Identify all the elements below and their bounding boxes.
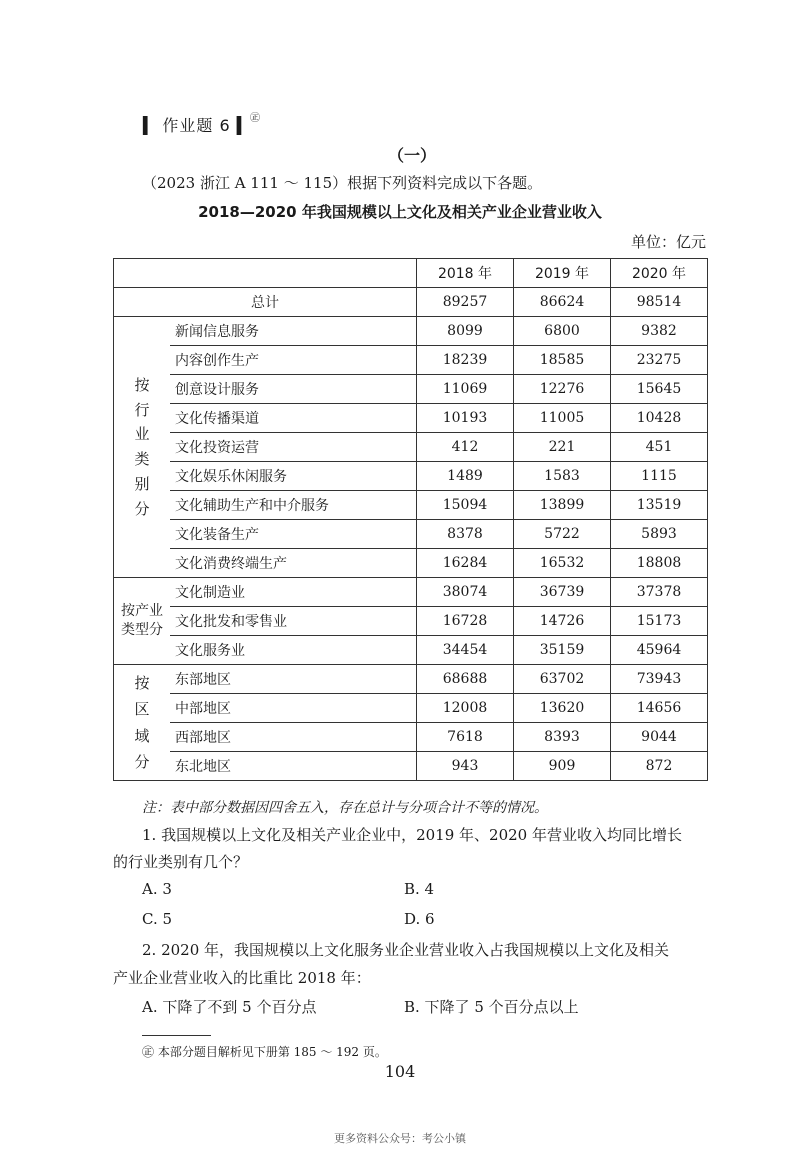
table-cell: 9382	[611, 317, 708, 346]
table-cell: 909	[514, 752, 611, 781]
table-row	[114, 665, 708, 694]
table-cell: 11005	[514, 404, 611, 433]
table-cell: 18239	[417, 346, 514, 375]
table-cell: 34454	[417, 636, 514, 665]
table-cell: 8393	[514, 723, 611, 752]
table-cell: 10428	[611, 404, 708, 433]
table-cell: 12276	[514, 375, 611, 404]
table-row	[114, 433, 708, 462]
table-row-total	[114, 288, 708, 317]
row-label: 中部地区	[170, 694, 417, 723]
footnote: ㊣ 本部分题目解析见下册第 185 ～ 192 页。	[142, 1045, 387, 1059]
table-cell: 16532	[514, 549, 611, 578]
table-cell: 5893	[611, 520, 708, 549]
section-label: ▍ 作业题 6 ▍	[143, 116, 251, 135]
table-cell: 15173	[611, 607, 708, 636]
total-label: 总计	[114, 288, 417, 317]
header-year: 2019 年	[514, 259, 611, 288]
table-cell: 14726	[514, 607, 611, 636]
table-unit: 单位：亿元	[630, 233, 706, 251]
header-year: 2020 年	[611, 259, 708, 288]
question-2-option-a: A. 下降了不到 5 个百分点	[142, 998, 317, 1016]
table-note: 注：表中部分数据因四舍五入，存在总计与分项合计不等的情况。	[142, 800, 548, 816]
row-label: 文化服务业	[170, 636, 417, 665]
table-cell: 15645	[611, 375, 708, 404]
table-cell: 68688	[417, 665, 514, 694]
header-year: 2018 年	[417, 259, 514, 288]
row-label: 文化消费终端生产	[170, 549, 417, 578]
section-title: 作业题 6	[162, 116, 231, 135]
table-row	[114, 578, 708, 607]
part-heading: （一）	[388, 146, 437, 165]
table-cell: 1489	[417, 462, 514, 491]
table-header-row	[114, 259, 708, 288]
table-cell: 11069	[417, 375, 514, 404]
question-1-option-a: A. 3	[142, 880, 172, 898]
revenue-table	[113, 258, 708, 781]
table-cell: 221	[514, 433, 611, 462]
question-1-option-d: D. 6	[404, 910, 435, 928]
row-label: 东部地区	[170, 665, 417, 694]
intro-text: （2023 浙江 A 111 ～ 115）根据下列资料完成以下各题。	[142, 174, 543, 192]
table-cell: 6800	[514, 317, 611, 346]
table-row	[114, 462, 708, 491]
table-row	[114, 752, 708, 781]
table-row	[114, 404, 708, 433]
table-cell: 18585	[514, 346, 611, 375]
row-label: 文化装备生产	[170, 520, 417, 549]
table-row	[114, 636, 708, 665]
table-cell: 14656	[611, 694, 708, 723]
table-cell: 5722	[514, 520, 611, 549]
table-row	[114, 607, 708, 636]
row-label: 东北地区	[170, 752, 417, 781]
table-cell: 1115	[611, 462, 708, 491]
table-cell: 89257	[417, 288, 514, 317]
table-cell: 943	[417, 752, 514, 781]
table-cell: 12008	[417, 694, 514, 723]
question-2-line-2: 产业企业营业收入的比重比 2018 年：	[113, 969, 371, 987]
table-cell: 451	[611, 433, 708, 462]
table-cell: 73943	[611, 665, 708, 694]
table-cell: 1583	[514, 462, 611, 491]
table-cell: 412	[417, 433, 514, 462]
row-label: 文化娱乐休闲服务	[170, 462, 417, 491]
row-label: 创意设计服务	[170, 375, 417, 404]
table-cell: 45964	[611, 636, 708, 665]
table-cell: 86624	[514, 288, 611, 317]
table-cell: 36739	[514, 578, 611, 607]
table-cell: 7618	[417, 723, 514, 752]
row-label: 文化制造业	[170, 578, 417, 607]
row-label: 文化传播渠道	[170, 404, 417, 433]
table-cell: 872	[611, 752, 708, 781]
table-row	[114, 549, 708, 578]
row-label: 文化辅助生产和中介服务	[170, 491, 417, 520]
group-label-region: 按区域分	[114, 665, 171, 781]
table-row	[114, 520, 708, 549]
header-empty-cell	[114, 259, 417, 288]
group-label-type: 按产业类型分	[114, 578, 171, 665]
question-1-option-b: B. 4	[404, 880, 435, 898]
table-cell: 8378	[417, 520, 514, 549]
table-cell: 8099	[417, 317, 514, 346]
table-cell: 9044	[611, 723, 708, 752]
page-number: 104	[384, 1062, 416, 1081]
row-label: 文化批发和零售业	[170, 607, 417, 636]
footnote-divider	[142, 1035, 211, 1036]
table-title: 2018—2020 年我国规模以上文化及相关产业企业营业收入	[198, 203, 602, 221]
table-cell: 63702	[514, 665, 611, 694]
row-label: 西部地区	[170, 723, 417, 752]
table-cell: 16284	[417, 549, 514, 578]
table-row	[114, 723, 708, 752]
table-cell: 37378	[611, 578, 708, 607]
table-row	[114, 375, 708, 404]
question-2-line-1: 2. 2020 年，我国规模以上文化服务业企业营业收入占我国规模以上文化及相关	[142, 941, 670, 959]
table-row	[114, 694, 708, 723]
table-row	[114, 317, 708, 346]
question-1-line-2: 的行业类别有几个？	[113, 853, 249, 871]
table-cell: 23275	[611, 346, 708, 375]
group-label-industry: 按行业类别分	[114, 317, 171, 578]
watermark: 更多资料公众号：考公小镇	[334, 1132, 466, 1145]
table-cell: 15094	[417, 491, 514, 520]
table-cell: 10193	[417, 404, 514, 433]
table-cell: 18808	[611, 549, 708, 578]
table-cell: 38074	[417, 578, 514, 607]
table-cell: 35159	[514, 636, 611, 665]
row-label: 新闻信息服务	[170, 317, 417, 346]
question-1-option-c: C. 5	[142, 910, 173, 928]
table-cell: 13519	[611, 491, 708, 520]
question-2-option-b: B. 下降了 5 个百分点以上	[404, 998, 579, 1016]
table-cell: 16728	[417, 607, 514, 636]
table-row	[114, 491, 708, 520]
table-cell: 13899	[514, 491, 611, 520]
seal-icon: ㊣	[250, 113, 260, 124]
row-label: 内容创作生产	[170, 346, 417, 375]
question-1-line-1: 1. 我国规模以上文化及相关产业企业中，2019 年、2020 年营业收入均同比增长	[142, 826, 682, 844]
table-cell: 98514	[611, 288, 708, 317]
table-row	[114, 346, 708, 375]
table-cell: 13620	[514, 694, 611, 723]
row-label: 文化投资运营	[170, 433, 417, 462]
